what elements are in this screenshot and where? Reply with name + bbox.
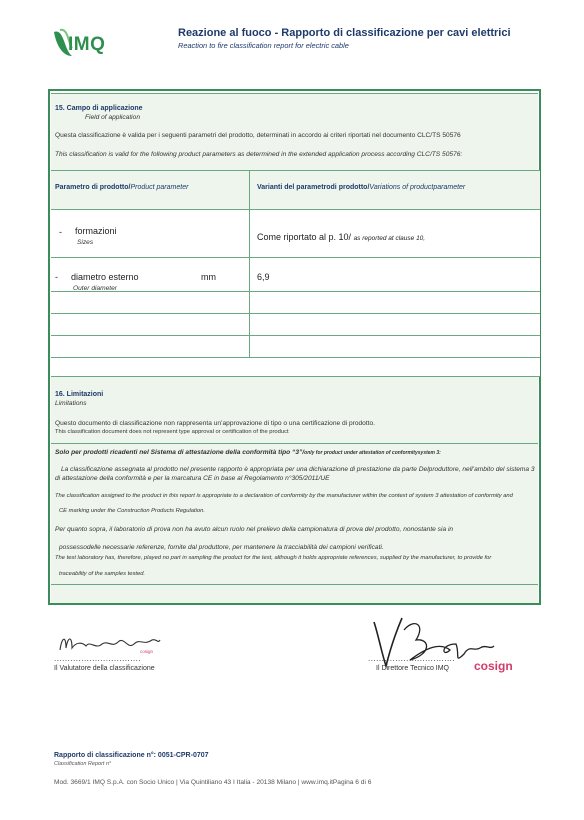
report-number-en: Classification Report n° [54,761,112,767]
right-cosign-mark: cosign [474,659,513,673]
content-frame [48,89,541,605]
table-row [250,258,540,292]
sampling-text-it-1: Per quanto sopra, il laboratorio di prova non ha avuto alcun ruolo nel prelievo della campionatura di prova del prodotto, nonostante sia in [55,526,454,533]
system-3-text-it: La classificazione assegnata al prodotto nel presente rapporto è appropriata per una dichiarazione di prestazione da parte Delproduttore, nell’ambito del sistema 3 di attestazione della conformità e per la marcatura CE in base al Regolamento n°305/2011/UE [55,466,535,482]
table-header-param-label: Parametro di prodotto/Product parameter [55,184,189,191]
section-15-intro-en: This classification is valid for the following product parameters as determined in the extended application process according CLC/TS 50576: [55,151,463,158]
param-outer-diameter-en: Outer diameter [73,285,117,292]
report-title: Reazione al fuoco - Rapporto di classificazione per cavi elettrici [178,27,511,39]
left-signature-caption: Il Valutatore della classificazione [54,665,155,672]
system-3-heading: Solo per prodotti ricadenti nel Sistema di attestazione della conformità tipo “3”/only for product under attestation of conformitysystem 3: [55,449,441,456]
section-15-title-en: Field of application [85,114,140,121]
section-15-intro-it: Questa classificazione è valida per i seguenti parametri del prodotto, determinati in accordo ai criteri riportati nel documento CLC/TS 50576 [55,132,461,139]
left-signature-dots: ................................ [54,654,142,663]
table-row [51,336,250,358]
table-row [51,292,250,314]
table-header-variation-label: Varianti del parametrodi prodotto/Variations of productparameter [257,184,466,191]
row-dash: - [59,227,62,237]
section-16-title: 16. Limitazioni [55,391,104,398]
right-signature-caption: Il Direttore Tecnico IMQ [376,665,450,672]
section-16 [51,376,538,603]
table-row [250,336,540,358]
right-signature-dots: ................................ [368,654,456,663]
param-outer-diameter: diametro esterno [71,272,139,282]
table-row [51,314,250,336]
section-divider [51,443,538,444]
report-subtitle: Reaction to fire classification report for electric cable [178,41,349,50]
section-15 [51,93,538,376]
param-sizes: formazioni [75,226,117,236]
limitation-text-it: Questo documento di classificazione non rappresenta un’approvazione di tipo o una certificazione di prodotto. [55,420,375,427]
imq-logo-text: IMQ [68,34,106,55]
table-row [250,314,540,336]
param-unit: mm [201,272,216,282]
report-number: Rapporto di classificazione n°: 0051-CPR-0707 [54,752,209,759]
section-divider [51,584,538,585]
footer-line: Mod. 3669/1 IMQ S.p.A. con Socio Unico | Via Quintiliano 43 I Italia - 20138 Milano | www.imq.itPagina 6 di 6 [54,779,372,786]
section-15-title: 15. Campo di applicazione [55,105,143,112]
row-dash: - [55,272,58,282]
system-3-text-en-ce: CE marking under the Construction Products Regulation. [59,508,205,514]
param-sizes-en: Sizes [77,239,94,246]
limitation-text-en: This classification document does not represent type approval or certification of the product [55,429,289,435]
left-cosign-mark: cosign [140,649,154,654]
section-16-title-en: Limitations [55,400,87,407]
table-row [51,358,540,377]
system-3-text-en: The classification assigned to the product in this report is appropriate to a declaration of conformity by the manufacturer within the context of system 3 attestation of conformity and [55,493,513,499]
table-row [250,292,540,314]
sampling-text-en-1: The test laboratory has, therefore, played no part in sampling the product for the test, although it holds appropriate references, supplied by the manufacturer, to provide for [55,555,492,561]
value-sizes: Come riportato al p. 10/ as reported at clause 10, [257,232,426,242]
value-outer-diameter: 6,9 [257,272,270,282]
sampling-text-en-2: traceability of the samples tested. [59,571,146,577]
sampling-text-it-2: possessodelle necessarie referenze, fornite dal produttore, per mantenere la tracciabilità dei campioni verificati. [59,544,384,551]
